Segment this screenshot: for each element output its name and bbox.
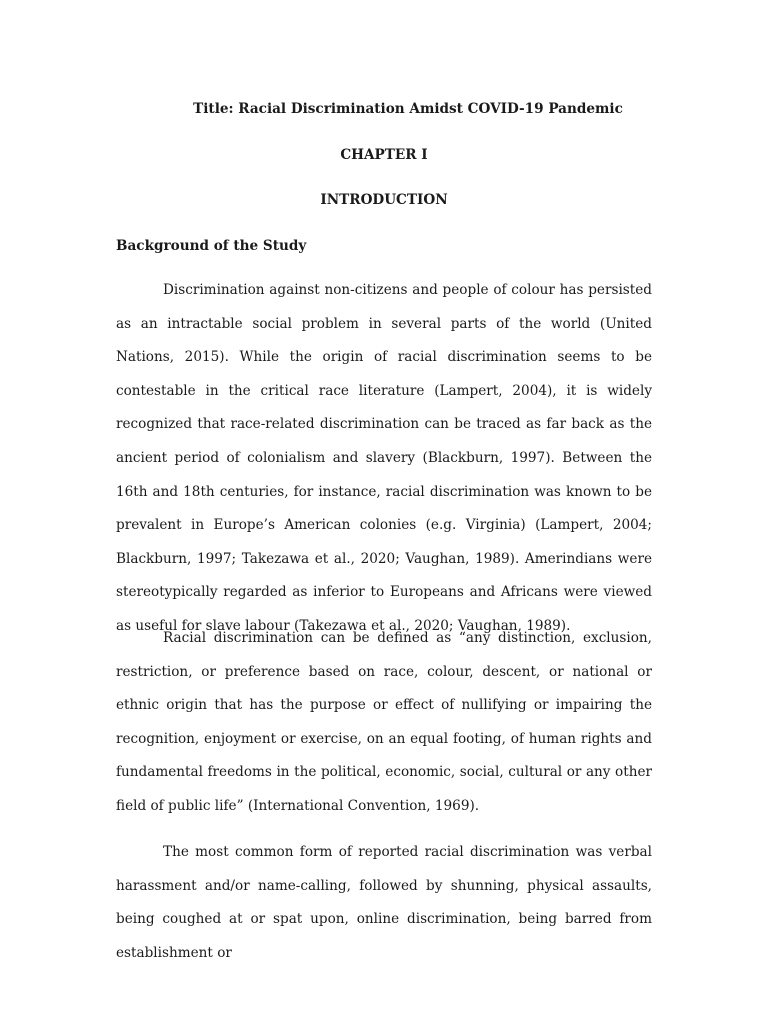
chapter-heading: CHAPTER I	[340, 147, 428, 163]
body-paragraph: Discrimination against non-citizens and people of colour has persisted as an intractable social problem in several parts of the world (United Nations, 2015). While the origin of racial discrimination seems to be contestable in the critical race literature (Lampert, 2004), it is widely recognized that race-related discrimination can be traced as far back as the ancient period of colonialism and slavery (Blackburn, 1997). Between the 16th and 18th centuries, for instance, racial discrimination was known to be prevalent in Europe’s American colonies (e.g. Virginia) (Lampert, 2004; Blackburn, 1997; Takezawa et al., 2020; Vaughan, 1989). Amerindians were stereotypically regarded as inferior to Europeans and Africans were viewed as useful for slave labour (Takezawa et al., 2020; Vaughan, 1989).	[116, 282, 652, 634]
body-paragraph: The most common form of reported racial discrimination was verbal harassment and/or name-calling, followed by shunning, physical assaults, being coughed at or spat upon, online discrimination, being barred from establishment or	[116, 844, 652, 961]
section-heading: INTRODUCTION	[320, 192, 448, 208]
document-title: Title: Racial Discrimination Amidst COVID-19 Pandemic	[193, 101, 623, 117]
subsection-heading: Background of the Study	[116, 238, 307, 254]
body-paragraph: Racial discrimination can be defined as “any distinction, exclusion, restriction, or preference based on race, colour, descent, or national or ethnic origin that has the purpose or effect of nullifying or impairing the recognition, enjoyment or exercise, on an equal footing, of human rights and fundamental freedoms in the political, economic, social, cultural or any other field of public life” (International Convention, 1969).	[116, 630, 652, 814]
